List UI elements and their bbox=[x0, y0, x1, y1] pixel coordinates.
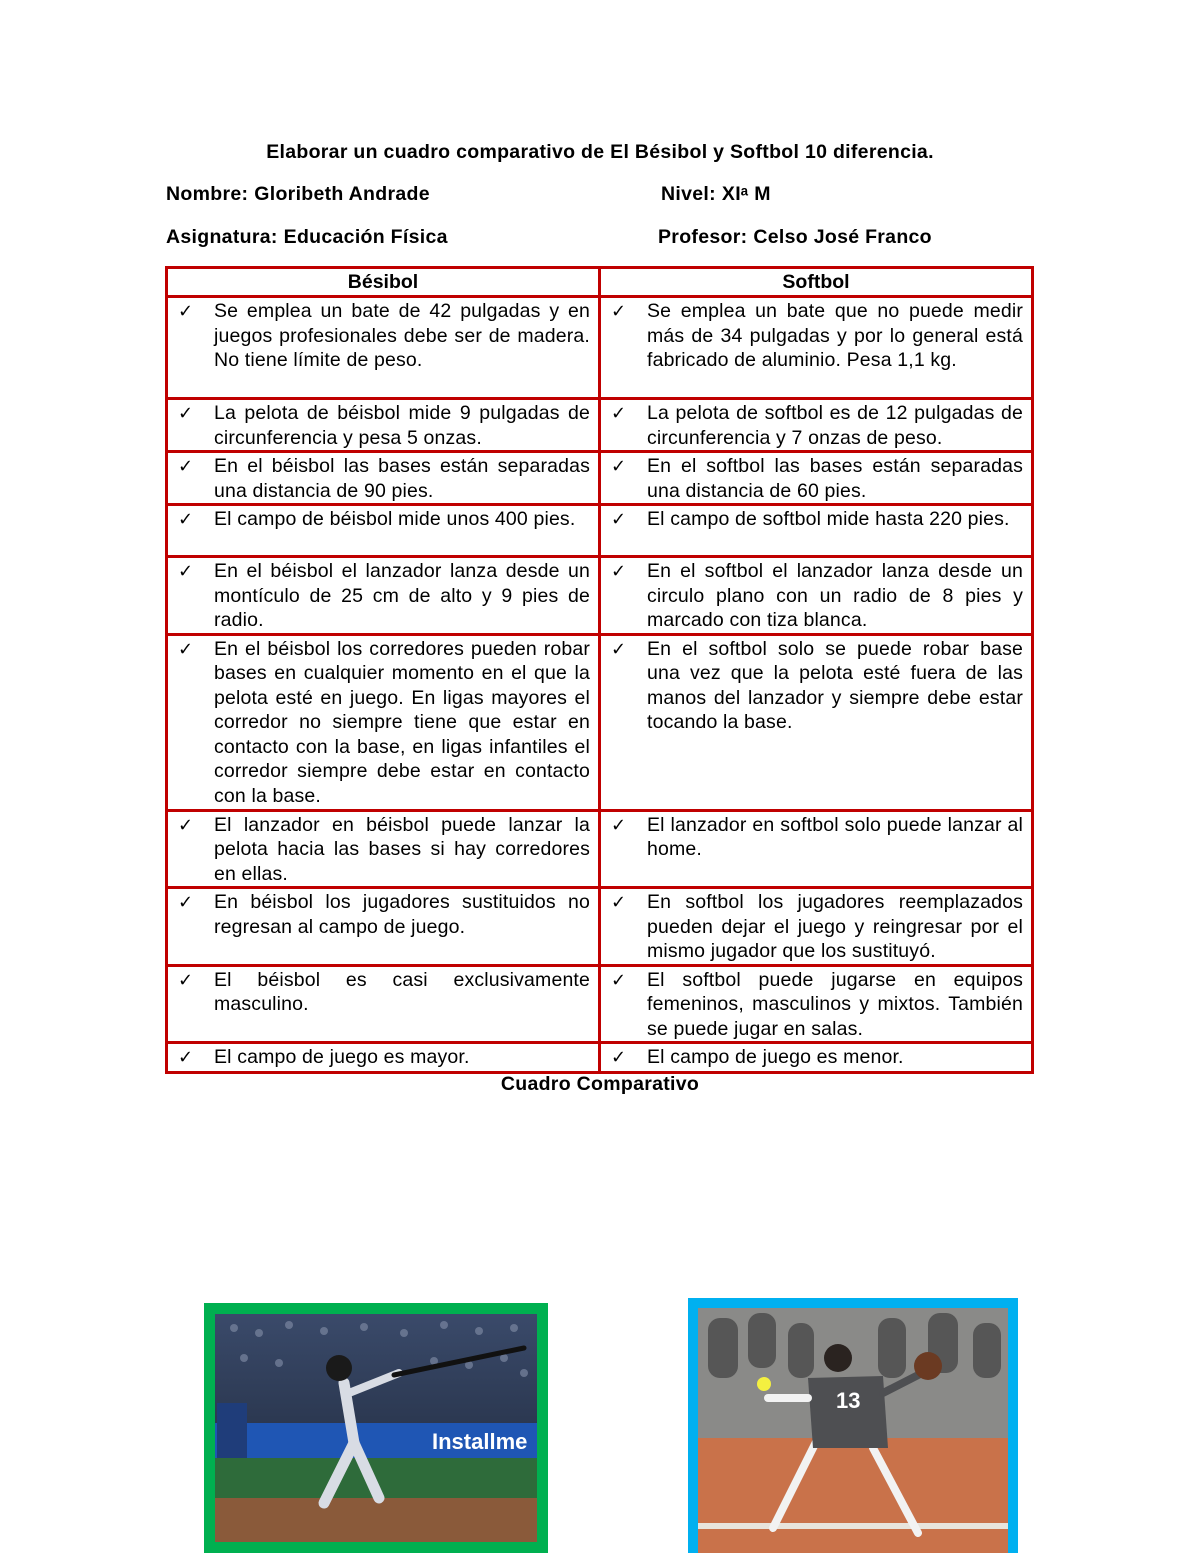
document-title: Elaborar un cuadro comparativo de El Bésibol y Softbol 10 diferencia. bbox=[266, 141, 934, 163]
baseball-cell bbox=[167, 399, 600, 452]
baseball-cell bbox=[167, 810, 600, 888]
baseball-cell bbox=[167, 452, 600, 505]
cell-text: El campo de juego es mayor. bbox=[214, 1046, 470, 1068]
cell-text: El softbol puede jugarse en equipos femeninos, masculinos y mixtos. También se puede jugar en salas. bbox=[647, 968, 1023, 1040]
stadium-banner: Installme bbox=[432, 1429, 528, 1454]
checkmark-icon: ✓ bbox=[178, 403, 194, 423]
baseball-cell bbox=[167, 297, 600, 399]
table-row bbox=[167, 399, 1033, 452]
softball-photo bbox=[688, 1298, 1018, 1553]
checkmark-icon: ✓ bbox=[611, 1047, 627, 1067]
level-value: XIᵃ M bbox=[721, 183, 771, 205]
checkmark-icon: ✓ bbox=[178, 456, 194, 476]
checkmark-icon: ✓ bbox=[611, 561, 627, 581]
checkmark-icon: ✓ bbox=[178, 814, 194, 835]
cell-text: En softbol los jugadores reemplazados pueden dejar el juego y reingresar por el mismo jugador que los sustituyó. bbox=[647, 891, 1023, 962]
softball-cell bbox=[600, 452, 1033, 505]
checkmark-icon: ✓ bbox=[611, 638, 627, 659]
softball-cell bbox=[600, 810, 1033, 888]
name-value: Gloribeth Andrade bbox=[254, 183, 430, 205]
cell-text: El lanzador en béisbol puede lanzar la pelota hacia las bases si hay corredores en ellas. bbox=[214, 813, 590, 885]
cell-text: En el softbol el lanzador lanza desde un circulo plano con un radio de 8 pies y marcado con tiza blanca. bbox=[647, 560, 1023, 631]
table-row bbox=[167, 557, 1033, 635]
column-header-softball: Softbol bbox=[600, 268, 1033, 297]
baseball-cell bbox=[167, 1043, 600, 1073]
checkmark-icon: ✓ bbox=[611, 509, 627, 529]
cell-text: El lanzador en softbol solo puede lanzar al home. bbox=[647, 813, 1023, 860]
softball-cell bbox=[600, 634, 1033, 810]
subject-label: Asignatura: bbox=[166, 226, 278, 248]
table-row bbox=[167, 452, 1033, 505]
checkmark-icon: ✓ bbox=[178, 892, 194, 912]
checkmark-icon: ✓ bbox=[178, 301, 194, 321]
level-label: Nivel: bbox=[661, 183, 716, 205]
softball-cell bbox=[600, 1043, 1033, 1073]
table-row bbox=[167, 505, 1033, 557]
cell-text: Se emplea un bate de 42 pulgadas y en juegos profesionales debe ser de madera. No tiene límite de peso. bbox=[214, 300, 590, 371]
softball-cell bbox=[600, 557, 1033, 635]
teacher-value: Celso José Franco bbox=[753, 226, 932, 248]
softball-cell bbox=[600, 965, 1033, 1043]
checkmark-icon: ✓ bbox=[611, 403, 627, 423]
cell-text: En el softbol las bases están separadas una distancia de 60 pies. bbox=[647, 455, 1023, 502]
cell-text: En béisbol los jugadores sustituidos no regresan al campo de juego. bbox=[214, 891, 590, 938]
teacher-line bbox=[658, 226, 932, 249]
cell-text: El béisbol es casi exclusivamente masculino. bbox=[214, 968, 590, 1015]
softball-cell bbox=[600, 888, 1033, 966]
checkmark-icon: ✓ bbox=[178, 509, 194, 529]
checkmark-icon: ✓ bbox=[178, 561, 194, 581]
checkmark-icon: ✓ bbox=[611, 814, 627, 835]
baseball-cell bbox=[167, 557, 600, 635]
checkmark-icon: ✓ bbox=[611, 456, 627, 476]
baseball-cell bbox=[167, 505, 600, 557]
name-line bbox=[166, 183, 430, 206]
softball-cell bbox=[600, 297, 1033, 399]
baseball-photo bbox=[204, 1303, 548, 1553]
table-row bbox=[167, 810, 1033, 888]
table-row bbox=[167, 297, 1033, 399]
cell-text: Se emplea un bate que no puede medir más de 34 pulgadas y por lo general está fabricado de aluminio. Pesa 1,1 kg. bbox=[647, 300, 1023, 371]
jersey-number: 13 bbox=[836, 1388, 861, 1413]
name-label: Nombre: bbox=[166, 183, 249, 205]
comparison-table bbox=[165, 266, 1034, 1074]
softball-cell bbox=[600, 399, 1033, 452]
baseball-cell bbox=[167, 965, 600, 1043]
table-caption: Cuadro Comparativo bbox=[500, 1073, 700, 1095]
checkmark-icon: ✓ bbox=[178, 1047, 194, 1067]
cell-text: En el béisbol el lanzador lanza desde un montículo de 25 cm de alto y 9 pies de radio. bbox=[214, 560, 590, 631]
cell-text: En el béisbol los corredores pueden robar bases en cualquier momento en el que la pelota esté en juego. En ligas mayores el corredor no siempre tiene que estar en contacto con la base, en ligas infantiles el corredor siempre debe estar en contacto con la base. bbox=[214, 637, 590, 807]
baseball-cell bbox=[167, 888, 600, 966]
cell-text: El campo de juego es menor. bbox=[647, 1046, 904, 1068]
checkmark-icon: ✓ bbox=[178, 969, 194, 990]
cell-text: El campo de softbol mide hasta 220 pies. bbox=[647, 508, 1010, 530]
table-row bbox=[167, 888, 1033, 966]
table-row bbox=[167, 1043, 1033, 1073]
level-line bbox=[661, 183, 771, 206]
table-row bbox=[167, 634, 1033, 810]
checkmark-icon: ✓ bbox=[611, 301, 627, 321]
cell-text: En el softbol solo se puede robar base una vez que la pelota esté fuera de las manos del lanzador y siempre debe estar tocando la base. bbox=[647, 637, 1023, 733]
checkmark-icon: ✓ bbox=[611, 969, 627, 990]
column-header-baseball: Bésibol bbox=[167, 268, 600, 297]
cell-text: En el béisbol las bases están separadas una distancia de 90 pies. bbox=[214, 455, 590, 502]
teacher-label: Profesor: bbox=[658, 226, 748, 248]
baseball-cell bbox=[167, 634, 600, 810]
subject-value: Educación Física bbox=[283, 226, 448, 248]
table-row bbox=[167, 965, 1033, 1043]
cell-text: La pelota de béisbol mide 9 pulgadas de circunferencia y pesa 5 onzas. bbox=[214, 402, 590, 449]
checkmark-icon: ✓ bbox=[611, 892, 627, 912]
softball-cell bbox=[600, 505, 1033, 557]
cell-text: El campo de béisbol mide unos 400 pies. bbox=[214, 508, 576, 530]
subject-line bbox=[166, 226, 448, 249]
table-header-row bbox=[167, 268, 1033, 297]
cell-text: La pelota de softbol es de 12 pulgadas de circunferencia y 7 onzas de peso. bbox=[647, 402, 1023, 449]
checkmark-icon: ✓ bbox=[178, 638, 194, 659]
